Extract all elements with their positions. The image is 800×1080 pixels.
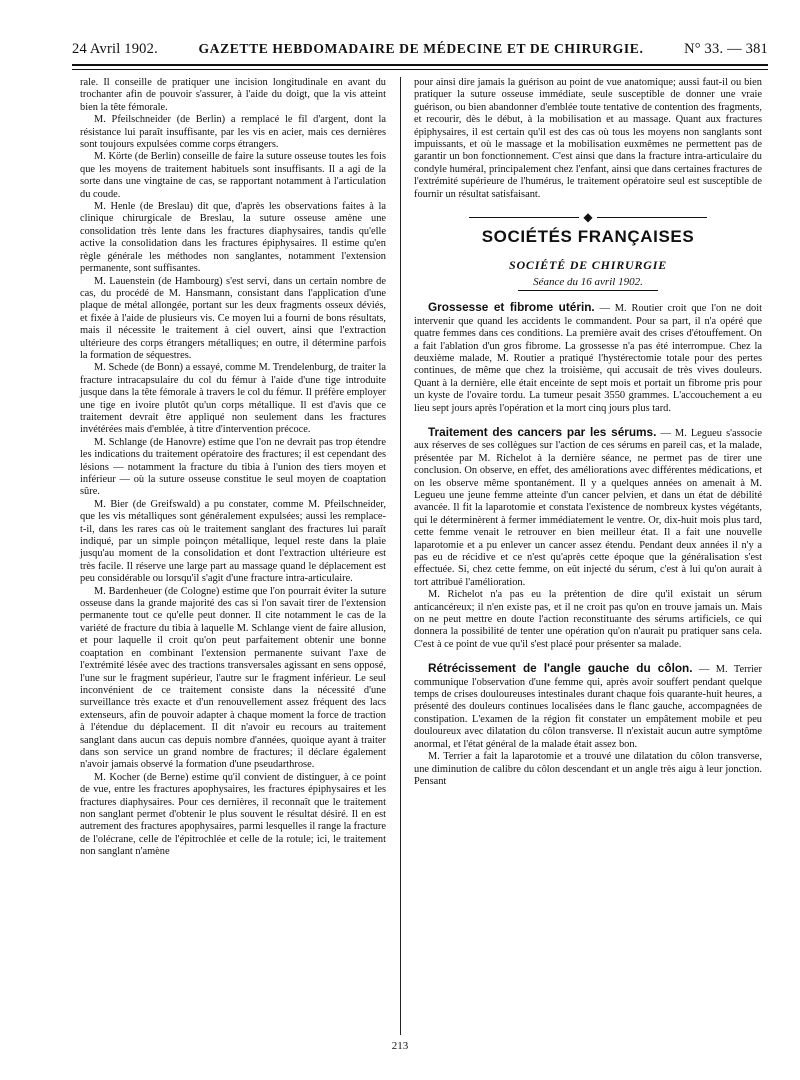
running-header: [72, 38, 768, 60]
article-text: — M. Legueu s'associe aux réserves de ses collègues sur l'action de ces sérums en pareil cas, et la malade, présentée par M. Richelot à la dernière séance, ne permet pas de tirer une conclusion. On observe, en effet, des améliorations avec différentes médications, et on les observe même spontanément. Il y a quelques années on amenait à M. Legueu une jeune femme atteinte d'un cancer pelvien, et dans un état de débilité avancée. Il fit la laparotomie et constata l'existence de nombreux kystes végétants, qui le déterminèrent à fermer immédiatement le ventre. Or, dix-huit mois plus tard, cette femme venait le retrouver en bien meilleur état. Il a fait une nouvelle laparotomie et a pu enlever un cancer assez étendu. Pendant deux années il n'y a pas eu de récidive et ce n'est qu'après cette époque que la généralisation s'est effectuée. Si, chez cette femme, on eût injecté du sérum, c'est à lui qu'on aurait à tort attribué l'amélioration.: [414, 427, 762, 588]
header-rule-thick: [72, 64, 768, 66]
paragraph: rale. Il conseille de pratiquer une incision longitudinale en avant du trochanter afin de pouvoir s'assurer, à l'aide du doigt, que la vis atteint bien la tête fémorale.: [80, 77, 386, 113]
article-heading: Rétrécissement de l'angle gauche du côlon.: [428, 661, 693, 676]
paragraph: M. Lauenstein (de Hambourg) s'est servi, dans un certain nombre de cas, du procédé de M. Hansmann, consistant dans l'application d'une plaque de métal allongée, portant sur les deux fragments osseux déviés, et fixée à l'aide de plusieurs vis. Ce moyen lui a fourni de bons résultats, mais il nécessite le traitement à ciel ouvert, ainsi que l'extraction ultérieure des corps étrangers métalliques; en outre, il détermine parfois la formation de séquestres.: [80, 275, 386, 361]
header-issue: N° 33. — 381: [684, 40, 768, 57]
article-paragraph: [414, 662, 762, 751]
article-heading: Grossesse et fibrome utérin.: [428, 300, 595, 315]
paragraph: M. Bier (de Greifswald) a pu constater, comme M. Pfeilschneider, que les vis métalliques sont généralement expulsées; aussi les remplace-t-il, dans les rares cas où le traitement sanglant des fractures lui paraît indiqué, par un simple poinçon métallique, lequel reste dans la plaie jusqu'au moment de la consolidation et dont l'extraction ultérieure est très facile. Il réserve une large part au massage quand le déplacement est peu considérable ou lorsqu'il s'agit d'une fracture intra-articulaire.: [80, 498, 386, 585]
society-heading: SOCIÉTÉ DE CHIRURGIE: [508, 258, 668, 273]
paragraph: M. Körte (de Berlin) conseille de faire la suture osseuse toutes les fois que les moyens de traitement habituels sont insuffisants. Il a agi de la sorte dans une vingtaine de cas, se rapportant notamment à l'articulation du coude.: [80, 151, 386, 200]
page-number: 213: [391, 1040, 409, 1052]
paragraph: M. Kocher (de Berne) estime qu'il convient de distinguer, à ce point de vue, entre les fractures apophysaires, les fractures épiphysaires et les fractures diaphysaires. Pour ces dernières, il reconnaît que le traitement non sanglant permet d'obtenir le plus souvent le résultat désiré. Il en est autrement des fractures apophysaires, parmi lesquelles il range la fracture de l'olécrane, celle de l'épitrochlée et celle de la rotule; ici, le traitement non sanglant n'amène: [80, 771, 386, 858]
left-column: [80, 77, 386, 859]
section-ornament: [414, 211, 762, 223]
section-title: SOCIÉTÉS FRANÇAISES: [481, 227, 695, 247]
article-paragraph: [414, 301, 762, 415]
right-column: [414, 77, 762, 788]
header-date: 24 Avril 1902.: [72, 40, 158, 57]
header-rule-thin: [72, 69, 768, 70]
diamond-ornament-icon: ◆: [583, 210, 593, 225]
paragraph: M. Schlange (de Hanovre) estime que l'on ne devrait pas trop étendre les indications du traitement opératoire des fractures; il est cependant des lésions — notamment la fracture du tibia à l'union des tiers moyen et inférieur — où la suture osseuse constitue le seul moyen de coaptation sûre.: [80, 436, 386, 498]
column-divider: [400, 77, 401, 1035]
article-text: — M. Routier croit que l'on ne doit intervenir que quand les accidents le commandent. Pour sa part, il n'a opéré que quatre femmes dans ces conditions. La première avait des crises d'étouffement. On a fait l'ablation d'un gros fibrome. La grossesse n'a pas été interrompue. Chez la deuxième malade, M. Routier a pratiqué l'hystérectomie totale pour des pertes continues, de même que chez la troisième, qui accusait de très vives douleurs. Quant à la dernière, elle était enceinte de sept mois et portait un fibrome pris pour un kyste de l'ovaire tordu. La tumeur pesait 3550 grammes. L'accouchement a eu lieu sept jours après l'opération et la mort cinq jours plus tard.: [414, 303, 762, 414]
paragraph: M. Richelot n'a pas eu la prétention de dire qu'il existait un sérum anticancéreux; il n'en existe pas, et il ne croit pas qu'on en trouve jamais un. Mais on ne peut mettre en doute l'action reconstituante des sérums artificiels, ce qui donnera la possibilité de tenter une opération qu'on n'aurait pu pratiquer sans cela. C'est à ce point de vue qu'il s'est placé pour présenter sa malade.: [414, 589, 762, 650]
article-text: — M. Terrier communique l'observation d'une femme qui, après avoir souffert pendant quelque temps de crises douloureuses intestinales durant chaque fois quarante-huit heures, a présenté des douleurs continues localisées dans le flanc gauche, accompagnées de constipation. L'examen de la région fit constater un empâtement mobile et peu douloureux avec dilatation du côlon transverse. Il n'existait aucun autre symptôme anormal, et l'état général de la malade était assez bon.: [414, 664, 762, 750]
article-heading: Traitement des cancers par les sérums.: [428, 424, 657, 439]
paragraph: M. Pfeilschneider (de Berlin) a remplacé le fil d'argent, dont la résistance lui paraît insuffisante, par les vis en acier, mais ces dernières sont toujours expulsées comme corps étrangers.: [80, 114, 386, 151]
session-rule: [518, 290, 658, 291]
paragraph: M. Schede (de Bonn) a essayé, comme M. Trendelenburg, de traiter la fracture intracapsulaire du col du fémur à l'aide d'une tige introduite jusque dans la tête fémorale à travers le col du fémur. Il préfère employer une tige en ivoire plutôt qu'un corps métallique. Il est d'avis que ce traitement devrait être appliqué non seulement dans les fractures invétérées mais d'emblée, à titre d'intervention précoce.: [80, 362, 386, 436]
paragraph: M. Terrier a fait la laparotomie et a trouvé une dilatation du côlon transverse, une diminution de calibre du côlon descendant et un angle très aigu à leur jonction. Pensant: [414, 751, 762, 787]
article-paragraph: [414, 426, 762, 589]
header-title: GAZETTE HEBDOMADAIRE DE MÉDECINE ET DE CHIRURGIE.: [198, 41, 644, 56]
paragraph: pour ainsi dire jamais la guérison au point de vue anatomique; aussi faut-il ou bien pratiquer la suture osseuse immédiate, seule susceptible de donner une vraie guérison, ou bien abandonner d'emblée toute tentative de contention des fragments, et recourir, dès le début, à la mobilisation et au massage. Quant aux fractures épiphysaires, il est certain qu'il est des cas où tous les moyens non sanglants sont impuissants, et où le massage et la mobilisation euxmêmes ne permettent pas de garantir un bon fonctionnement. C'est ainsi que dans la fracture intra-articulaire du condyle huméral, principalement chez l'enfant, ainsi que dans certaines fractures de l'extrémité supérieure de l'humérus, le traitement opératoire seul est susceptible de fournir un résultat satisfaisant.: [414, 77, 762, 200]
paragraph: M. Henle (de Breslau) dit que, d'après les observations faites à la clinique chirurgicale de Breslau, la suture osseuse amène une consolidation très lente dans les fractures diaphysaires, tandis qu'elle active la consolidation dans les fractures épiphysaires. Il estime qu'en règle générale les méthodes non sanglantes, notamment l'extension permanente, sont suffisantes.: [80, 201, 386, 275]
paragraph: M. Bardenheuer (de Cologne) estime que l'on pourrait éviter la suture osseuse dans la grande majorité des cas si l'on savait tirer de l'extension permanente tout ce qu'elle peut donner. Il cite notamment le cas de la variété de fracture du tibia à laquelle M. Schlange vient de faire allusion, et pour laquelle il croit qu'on peut parfaitement obtenir une bonne coaptation en combinant l'extension permanente suivant l'axe de l'extrémité lésée avec des tractions transversales agissant en sens opposé, l'une sur le fragment supérieur, l'autre sur le fragment inférieur. Le seul inconvénient de ce traitement consiste dans la nécessité d'une surveillance très exacte et d'un renouvellement assez fréquent des lacs extenseurs, afin de pouvoir adapter à chaque moment la force de traction à l'étendue du déplacement. Il dit n'avoir eu recours au traitement sanglant dans aucun cas depuis nombre d'années, quoique ayant à traiter dans son service un grand nombre de fractures; il déclare également n'avoir jamais observé la formation d'une pseudarthrose.: [80, 585, 386, 771]
session-date: Séance du 16 avril 1902.: [533, 275, 643, 288]
